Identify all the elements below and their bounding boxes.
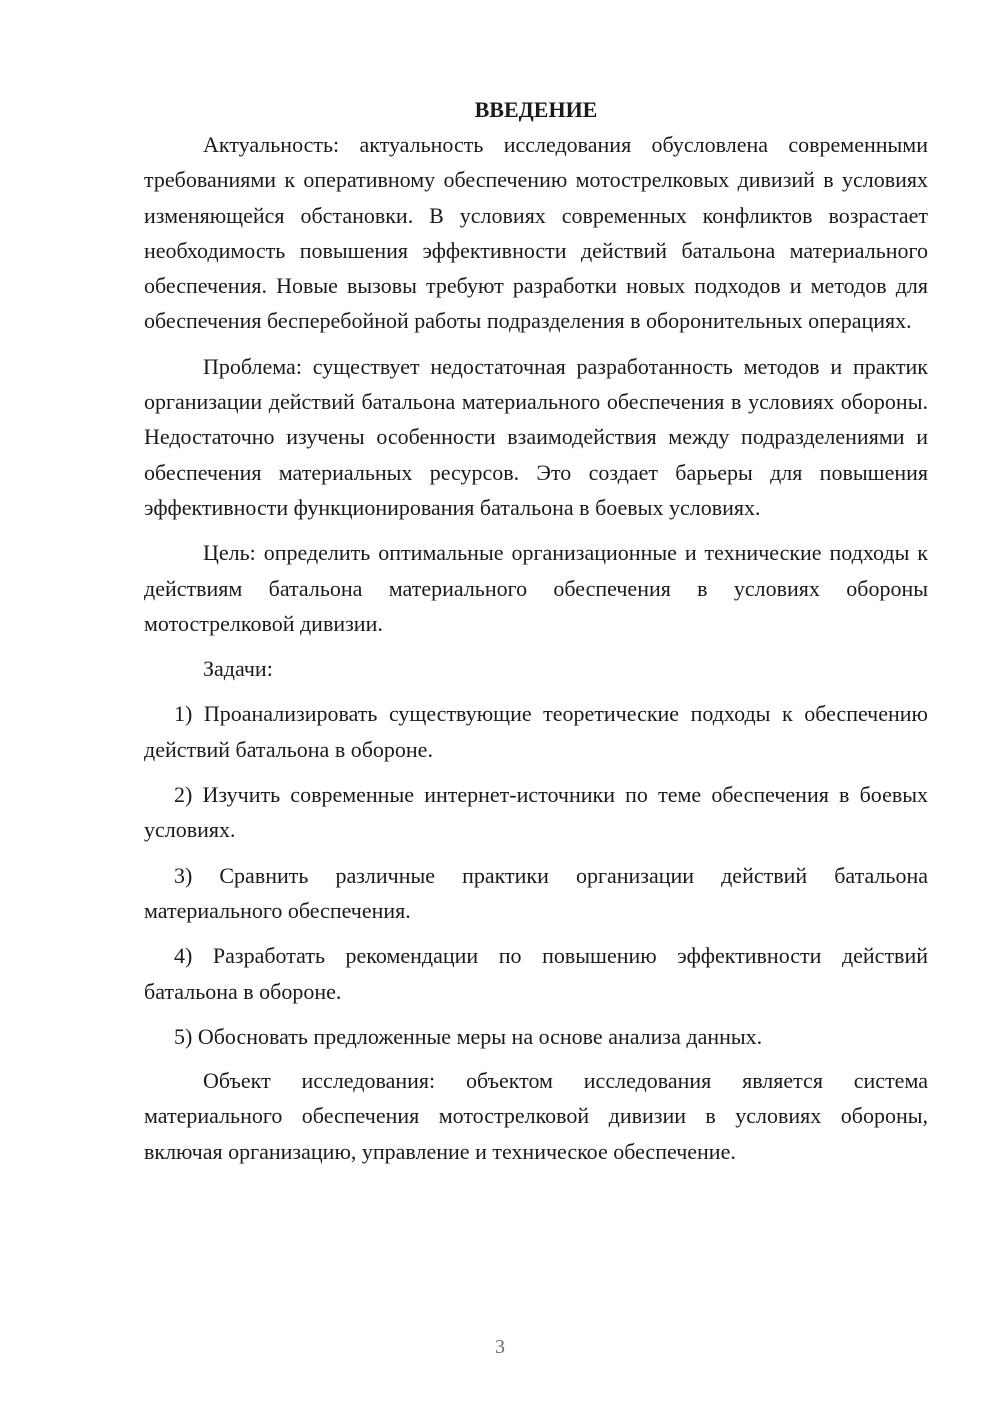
tasks-list [144,696,928,1054]
task-item: 1) Проанализировать существующие теоретические подходы к обеспечению действий батальона в обороне. [144,701,928,762]
tasks-heading: Задачи: [203,656,273,682]
section-title: ВВЕДЕНИЕ [474,97,598,122]
task-item: 3) Сравнить различные практики организации действий батальона материального обеспечения. [144,862,928,923]
goal-paragraph: Цель: определить оптимальные организационные и технические подходы к действиям батальона материального обеспечения в условиях обороны мотострелковой дивизии. [144,540,928,636]
problem-paragraph: Проблема: существует недостаточная разработанность методов и практик организации действий батальона материального обеспечения в условиях обороны. Недостаточно изучены особенности взаимодействия между подразделениями и обеспечения материальных ресурсов. Это создает барьеры для повышения эффективности функционирования батальона в боевых условиях. [144,353,928,520]
task-item: 5) Обосновать предложенные меры на основе анализа данных. [174,1023,763,1049]
relevance-paragraph: Актуальность: актуальность исследования обусловлена современными требованиями к оперативному обеспечению мотострелковых дивизий в условиях изменяющейся обстановки. В условиях современных конфликтов возрастает необходимость повышения эффективности действий батальона материального обеспечения. Новые вызовы требуют разработки новых подходов и методов для обеспечения бесперебойной работы подразделения в оборонительных операциях. [144,132,928,334]
page-number: 3 [495,1336,505,1358]
task-item: 2) Изучить современные интернет-источники по теме обеспечения в боевых условиях. [144,782,928,843]
object-paragraph: Объект исследования: объектом исследования является система материального обеспечения мотострелковой дивизии в условиях обороны, включая организацию, управление и техническое обеспечение. [144,1068,928,1164]
task-item: 4) Разработать рекомендации по повышению эффективности действий батальона в обороне. [144,943,928,1004]
page-content [144,92,928,1169]
